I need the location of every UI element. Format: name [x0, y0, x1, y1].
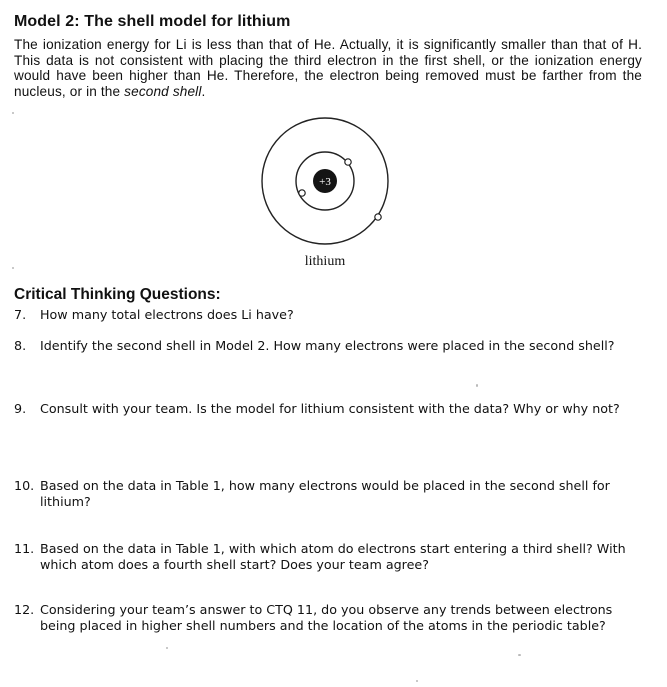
model-paragraph [14, 37, 642, 99]
question-text: Based on the data in Table 1, how many electrons would be placed in the second shell for lithium? [40, 478, 610, 509]
question-10 [14, 478, 644, 509]
question-text: Based on the data in Table 1, with which atom do electrons start entering a third shell? With which atom does a fourth shell start? Does your team agree? [40, 541, 626, 572]
model-paragraph-emphasis: second shell [124, 83, 202, 99]
model-paragraph-text: The ionization energy for Li is less than that of He. Actually, it is significantly smaller than that of H. This data is not consistent with placing the third electron in the first shell, or the ionization energy would have been higher than He. Therefore, the electron being removed must be farther from the nucleus, or in the [14, 37, 642, 99]
scan-speck [416, 680, 418, 682]
lithium-shell-diagram [255, 109, 395, 254]
question-11 [14, 541, 644, 572]
scan-speck [518, 654, 521, 656]
question-text: How many total electrons does Li have? [40, 307, 294, 322]
question-text: Identify the second shell in Model 2. How many electrons were placed in the second shell? [40, 338, 615, 353]
scan-speck [12, 267, 14, 269]
question-number: 9. [14, 401, 27, 416]
inner-electron-1 [345, 159, 351, 165]
question-12 [14, 602, 644, 633]
scan-speck [166, 647, 168, 649]
outer-electron-1 [375, 214, 381, 220]
nucleus-label: +3 [319, 176, 331, 188]
question-number: 11. [14, 541, 35, 556]
question-number: 8. [14, 338, 27, 353]
scan-speck [12, 112, 14, 114]
scan-speck [476, 384, 478, 387]
question-text: Consult with your team. Is the model for lithium consistent with the data? Why or why not? [40, 401, 620, 416]
diagram-caption: lithium [304, 254, 346, 269]
question-number: 12. [14, 602, 35, 617]
question-number: 7. [14, 307, 27, 322]
model-title: Model 2: The shell model for lithium [14, 13, 291, 30]
question-9 [14, 401, 644, 417]
question-text: Considering your team’s answer to CTQ 11, do you observe any trends between electrons being placed in higher shell numbers and the location of the atoms in the periodic table? [40, 602, 613, 633]
question-8 [14, 338, 644, 354]
ctq-title: Critical Thinking Questions: [14, 286, 221, 303]
question-7 [14, 307, 644, 323]
model-paragraph-end: . [201, 83, 206, 99]
question-number: 10. [14, 478, 35, 493]
inner-electron-2 [299, 190, 305, 196]
